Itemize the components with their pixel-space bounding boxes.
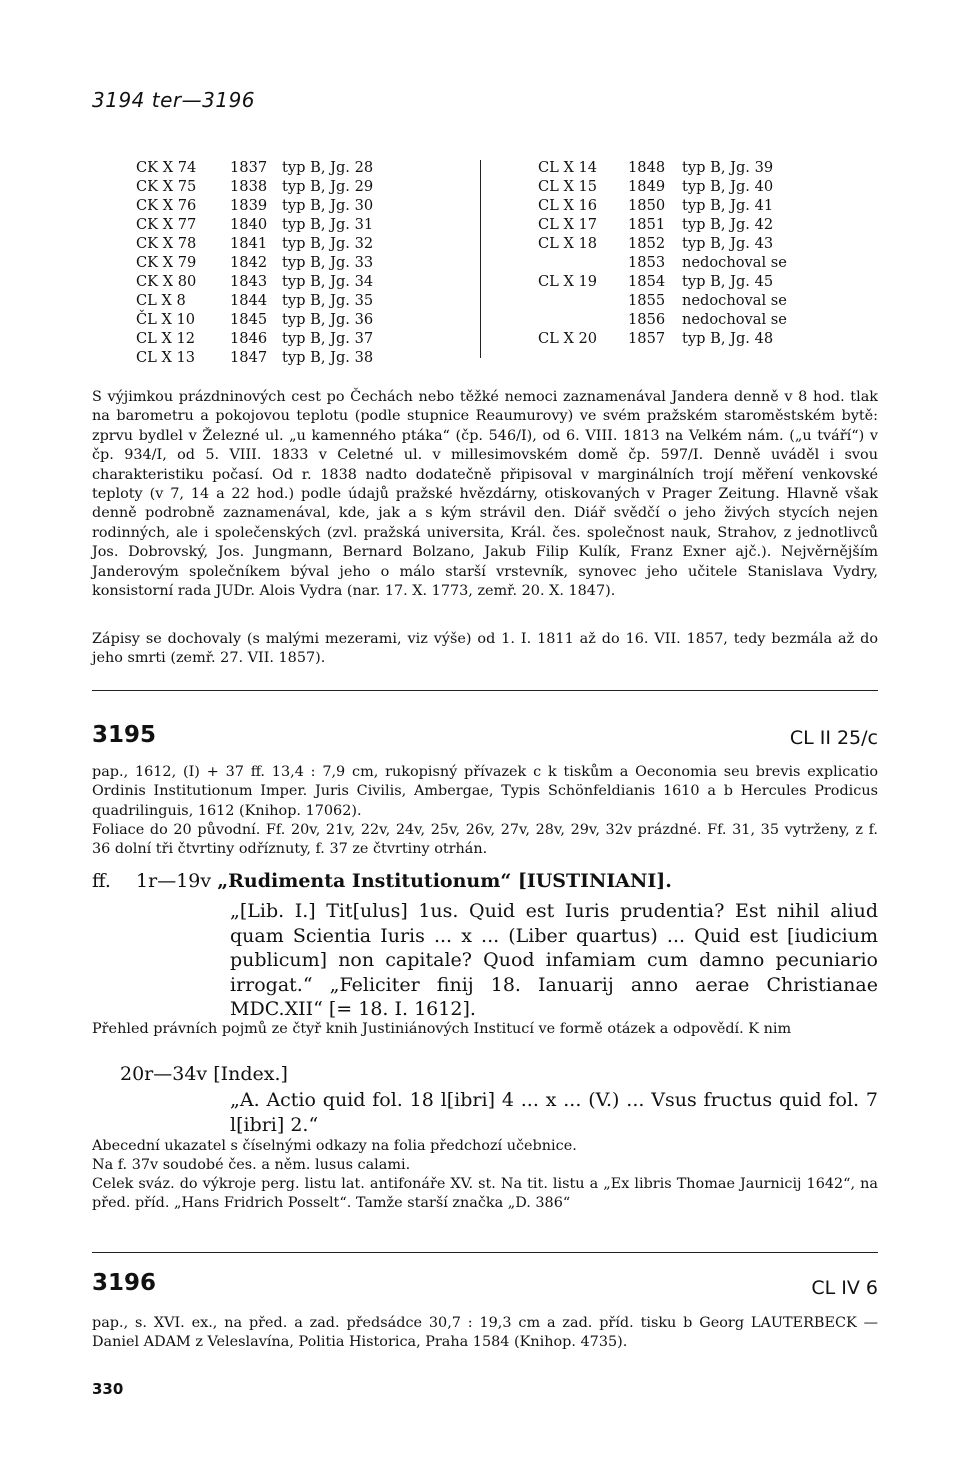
shelf-year: 1852 <box>628 235 666 252</box>
entry-shelfmark-3196: CL IV 6 <box>811 1277 878 1299</box>
shelf-row <box>538 234 878 253</box>
entry-3195-note-3: Na f. 37v soudobé čes. a něm. lusus calami. <box>92 1157 411 1173</box>
shelf-row <box>538 310 878 329</box>
shelf-table <box>92 158 878 364</box>
shelf-signature: CL X 12 <box>136 330 196 347</box>
shelf-row <box>136 215 466 234</box>
shelf-year: 1840 <box>230 216 268 233</box>
shelf-row <box>136 291 466 310</box>
shelf-year: 1850 <box>628 197 666 214</box>
entry-3195-note-1: Přehled právních pojmů ze čtyř knih Justiniánových Institucí ve formě otázek a odpovědí. K nim <box>92 1021 792 1037</box>
shelf-note: typ B, Jg. 39 <box>682 159 774 176</box>
shelf-year: 1837 <box>230 159 268 176</box>
shelf-row <box>136 234 466 253</box>
page-number: 330 <box>92 1380 124 1398</box>
entry-3195-ff-heading <box>92 869 672 893</box>
shelf-row <box>538 291 878 310</box>
entry-3195-note-4: Celek sváz. do výkroje perg. listu lat. antifonáře XV. st. Na tit. listu a „Ex libris Thomae Jaurnicij 1642“, na před. příd. „Hans Fridrich Posselt“. Tamže starší značka „D. 386“ <box>92 1176 878 1212</box>
shelf-note: typ B, Jg. 48 <box>682 330 774 347</box>
column-divider <box>480 160 481 358</box>
shelf-row <box>136 196 466 215</box>
shelf-signature: CL X 18 <box>538 235 598 252</box>
shelf-year: 1856 <box>628 311 666 328</box>
shelf-table-right-column <box>538 158 878 348</box>
shelf-signature: CK X 80 <box>136 273 197 290</box>
entry-shelfmark-3195: CL II 25/c <box>789 727 878 749</box>
shelf-note: typ B, Jg. 42 <box>682 216 774 233</box>
shelf-year: 1848 <box>628 159 666 176</box>
shelf-note: typ B, Jg. 38 <box>282 349 374 366</box>
shelf-row <box>136 253 466 272</box>
shelf-note: nedochoval se <box>682 311 787 328</box>
shelf-year: 1851 <box>628 216 666 233</box>
shelf-note: typ B, Jg. 29 <box>282 178 374 195</box>
shelf-year: 1846 <box>230 330 268 347</box>
shelf-year: 1847 <box>230 349 268 366</box>
entry-number-3196: 3196 <box>92 1270 157 1296</box>
shelf-signature: CL X 19 <box>538 273 598 290</box>
entry-number-3195: 3195 <box>92 722 157 748</box>
ff-range: 1r—19v <box>136 870 212 892</box>
shelf-note: typ B, Jg. 45 <box>682 273 774 290</box>
shelf-year: 1841 <box>230 235 268 252</box>
shelf-row <box>136 310 466 329</box>
entry-3195-quote-1: „[Lib. I.] Tit[ulus] 1us. Quid est Iuris prudentia? Est nihil aliud quam Scientia Iuris ... x ... (Liber quartus) ... Quid est [iudicium publicum] non capitale? Quod infamiam cum damno pecuniario irrogat.“ „Feliciter finij 18. Ianuarij anno aerae Christianae MDC.XII“ [= 18. I. 1612]. <box>230 900 878 1021</box>
shelf-year: 1849 <box>628 178 666 195</box>
shelf-signature: CL X 17 <box>538 216 598 233</box>
shelf-row <box>136 158 466 177</box>
shelf-row <box>538 158 878 177</box>
shelf-row <box>538 196 878 215</box>
shelf-signature: CK X 77 <box>136 216 197 233</box>
shelf-note: typ B, Jg. 28 <box>282 159 374 176</box>
entry-3195-foliation: Foliace do 20 původní. Ff. 20v, 21v, 22v, 24v, 25v, 26v, 27v, 28v, 29v, 32v prázdné. Ff. 31, 35 vytrženy, z f. 36 dolní tři čtvrtiny odříznuty, f. 37 ze čtvrtiny otrhán. <box>92 822 878 858</box>
shelf-note: typ B, Jg. 43 <box>682 235 774 252</box>
shelf-row <box>538 272 878 291</box>
shelf-signature: CK X 76 <box>136 197 197 214</box>
intro-paragraph: S výjimkou prázdninových cest po Čechách nebo těžké nemoci zaznamenával Jandera denně v 8 hod. tlak na barometru a pokojovou teplotu (podle stupnice Reaumurovy) ve svém pražském staroměstském bytě: zprvu bydlel v Železné ul. „u kamenného ptáka“ (čp. 546/I), od 6. VIII. 1813 na Velkém nám. („u tváří“) v čp. 934/I, od 5. VIII. 1833 v Celetné ul. v millesimovském domě čp. 597/I. Denně uváděl i svou charakteristiku počasí. Od r. 1838 nadto dodatečně připisoval v marginálních trojí měření venkovské teploty (v 7, 14 a 22 hod.) podle údajů pražské hvězdárny, otiskovaných v Prager Zeitung. Hlavně však denně podrobně zaznamenával, kde, jak a s kým strávil den. Diář svědčí o jeho živých stycích nejen rodinných, ale i společenských (zvl. pražská universita, Král. čes. společnost nauk, Strahov, z jednotlivců Jos. Dobrovský, Jos. Jungmann, Bernard Bolzano, Jakub Filip Kulík, Franz Exner ajč.). Nejvěrnějším Janderovým společníkem býval jeho o málo starší vrstevník, synovec jeho učitele Stanislava Vydry, konsistorní rada JUDr. Alois Vydra (nar. 17. X. 1773, zemř. 20. X. 1847). <box>92 389 878 600</box>
shelf-signature: CK X 74 <box>136 159 197 176</box>
ff-title: „Rudimenta Institutionum“ [IUSTINIANI]. <box>217 870 672 892</box>
section-rule <box>92 690 878 691</box>
shelf-note: nedochoval se <box>682 254 787 271</box>
ff-label: ff. <box>92 870 111 892</box>
book-page <box>92 0 878 1462</box>
shelf-note: typ B, Jg. 32 <box>282 235 374 252</box>
shelf-note: typ B, Jg. 34 <box>282 273 374 290</box>
shelf-year: 1854 <box>628 273 666 290</box>
shelf-year: 1853 <box>628 254 666 271</box>
shelf-row <box>538 253 878 272</box>
shelf-note: typ B, Jg. 35 <box>282 292 374 309</box>
shelf-signature: CK X 75 <box>136 178 197 195</box>
ff2-range: 20r—34v <box>120 1063 208 1085</box>
shelf-note: typ B, Jg. 30 <box>282 197 374 214</box>
entry-3195-note-2: Abecední ukazatel s číselnými odkazy na folia předchozí učebnice. <box>92 1138 577 1154</box>
entry-3195-ff2-heading <box>120 1062 288 1086</box>
shelf-year: 1839 <box>230 197 268 214</box>
shelf-year: 1855 <box>628 292 666 309</box>
entry-3196-description: pap., s. XVI. ex., na před. a zad. předsádce 30,7 : 19,3 cm a zad. příd. tisku b Georg LAUTERBECK — Daniel ADAM z Veleslavína, Politia Historica, Praha 1584 (Knihop. 4735). <box>92 1315 878 1351</box>
shelf-note: typ B, Jg. 37 <box>282 330 374 347</box>
shelf-table-left-column <box>136 158 466 367</box>
shelf-year: 1843 <box>230 273 268 290</box>
section-rule-2 <box>92 1252 878 1253</box>
shelf-signature: CK X 79 <box>136 254 197 271</box>
shelf-note: typ B, Jg. 31 <box>282 216 374 233</box>
shelf-signature: CL X 14 <box>538 159 598 176</box>
shelf-note: typ B, Jg. 41 <box>682 197 774 214</box>
running-head: 3194 ter—3196 <box>92 88 256 112</box>
intro-paragraph-2: Zápisy se dochovaly (s malými mezerami, viz výše) od 1. I. 1811 až do 16. VII. 1857, tedy bezmála až do jeho smrti (zemř. 27. VII. 1857). <box>92 631 878 667</box>
shelf-row <box>538 215 878 234</box>
shelf-note: typ B, Jg. 40 <box>682 178 774 195</box>
shelf-signature: CL X 13 <box>136 349 196 366</box>
shelf-row <box>136 272 466 291</box>
shelf-year: 1845 <box>230 311 268 328</box>
shelf-year: 1857 <box>628 330 666 347</box>
shelf-row <box>538 329 878 348</box>
shelf-signature: CK X 78 <box>136 235 197 252</box>
shelf-row <box>136 329 466 348</box>
shelf-note: typ B, Jg. 36 <box>282 311 374 328</box>
entry-3195-description: pap., 1612, (I) + 37 ff. 13,4 : 7,9 cm, rukopisný přívazek c k tiskům a Oeconomia seu brevis explicatio Ordinis Institutionum Imper. Juris Civilis, Ambergae, Typis Schönfeldianis 1610 a b Hercules Prodicus quadrilinguis, 1612 (Knihop. 17062). <box>92 764 878 819</box>
entry-3195-quote-2: „A. Actio quid fol. 18 l[ibri] 4 ... x ... (V.) ... Vsus fructus quid fol. 7 l[ibri] 2.“ <box>230 1089 878 1136</box>
shelf-signature: CL X 15 <box>538 178 598 195</box>
shelf-signature: CL X 16 <box>538 197 598 214</box>
shelf-signature: CL X 20 <box>538 330 598 347</box>
shelf-year: 1844 <box>230 292 268 309</box>
shelf-row <box>136 348 466 367</box>
shelf-year: 1838 <box>230 178 268 195</box>
shelf-year: 1842 <box>230 254 268 271</box>
shelf-row <box>538 177 878 196</box>
shelf-row <box>136 177 466 196</box>
shelf-signature: CL X 8 <box>136 292 186 309</box>
shelf-signature: ČL X 10 <box>136 311 196 328</box>
ff2-title: [Index.] <box>213 1063 288 1085</box>
shelf-note: nedochoval se <box>682 292 787 309</box>
shelf-note: typ B, Jg. 33 <box>282 254 374 271</box>
